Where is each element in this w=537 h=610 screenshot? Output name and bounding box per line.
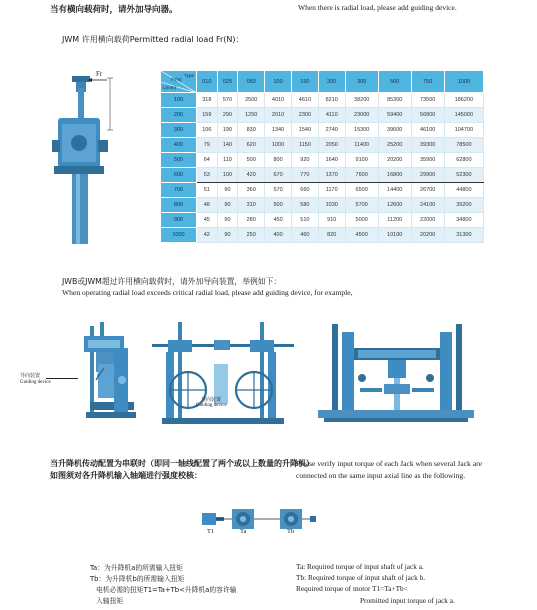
table-cell: 23000 bbox=[345, 108, 378, 123]
table-cell: 5700 bbox=[345, 198, 378, 213]
section3-cn: 当升降机传动配置为串联时（即同一轴线配置了两个或以上数量的升降机）如图须对各升降机输入轴端进行强度校核： bbox=[50, 459, 310, 480]
table-column-header: 750 bbox=[411, 71, 444, 93]
table-cell: 190 bbox=[217, 123, 238, 138]
table-cell: 450 bbox=[265, 213, 292, 228]
table-row-header: 300 bbox=[161, 123, 197, 138]
table-cell: 920 bbox=[291, 153, 318, 168]
table-cell: 1150 bbox=[291, 138, 318, 153]
guiding-cn-mid: 导向装置 bbox=[201, 397, 222, 403]
table-cell: 2740 bbox=[318, 123, 345, 138]
worm-jack-drawing bbox=[52, 58, 152, 248]
note-cn-3: 电机必需的扭矩T1=Ta+Tb<升降机a的容许输 bbox=[96, 586, 237, 594]
table-cell: 20200 bbox=[378, 153, 411, 168]
table-cell: 360 bbox=[238, 183, 265, 198]
table-cell: 24100 bbox=[411, 198, 444, 213]
table-row-header: 200 bbox=[161, 108, 197, 123]
table-cell: 34800 bbox=[444, 213, 483, 228]
table-cell: 186200 bbox=[444, 93, 483, 108]
table-cell: 90 bbox=[217, 228, 238, 243]
header-cn: 当有横向载荷时，请外加导向器。 bbox=[50, 5, 178, 15]
table-row-header: 900 bbox=[161, 213, 197, 228]
table-cell: 39600 bbox=[378, 123, 411, 138]
table-cell: 660 bbox=[291, 183, 318, 198]
table-cell: 11200 bbox=[378, 213, 411, 228]
table-cell: 7600 bbox=[345, 168, 378, 183]
table-cell: 51 bbox=[197, 183, 218, 198]
table-column-header: 150 bbox=[291, 71, 318, 93]
table-cell: 4010 bbox=[265, 93, 292, 108]
table-row-header: 1000 bbox=[161, 228, 197, 243]
table-cell: 2010 bbox=[265, 108, 292, 123]
table-cell: 100 bbox=[217, 168, 238, 183]
table-cell: 4110 bbox=[318, 108, 345, 123]
table-cell: 318 bbox=[197, 93, 218, 108]
table-cell: 29900 bbox=[411, 168, 444, 183]
table-cell: 820 bbox=[318, 228, 345, 243]
table-cell: 140 bbox=[217, 138, 238, 153]
table-column-header: 1000 bbox=[444, 71, 483, 93]
series-jacks-diagram bbox=[198, 505, 328, 541]
table-cell: 910 bbox=[318, 213, 345, 228]
table-cell: 290 bbox=[217, 108, 238, 123]
table-cell: 11400 bbox=[345, 138, 378, 153]
table-cell: 510 bbox=[291, 213, 318, 228]
table-cell: 44800 bbox=[444, 183, 483, 198]
table-row-header: 100 bbox=[161, 93, 197, 108]
guiding-en-left: Guiding device bbox=[20, 380, 51, 385]
table-cell: 400 bbox=[265, 228, 292, 243]
note-cn-4: 入轴扭矩 bbox=[96, 597, 124, 605]
table-cell: 46100 bbox=[411, 123, 444, 138]
table-row bbox=[161, 183, 484, 198]
table-cell: 145000 bbox=[444, 108, 483, 123]
table-column-header: 025 bbox=[217, 71, 238, 93]
table-cell: 79 bbox=[197, 138, 218, 153]
table-cell: 31300 bbox=[444, 228, 483, 243]
table-row bbox=[161, 168, 484, 183]
table-cell: 20200 bbox=[411, 228, 444, 243]
table-cell: 1170 bbox=[318, 183, 345, 198]
table-cell: 570 bbox=[217, 93, 238, 108]
section2-cn: JWB或JWM超过许用横向载荷时，请外加导向装置，举例如下： bbox=[62, 277, 282, 286]
table-cell: 90 bbox=[217, 183, 238, 198]
note-en-4: Promitted input torque of jack a. bbox=[360, 596, 455, 605]
gantry-guiding-drawing bbox=[318, 322, 474, 424]
table-cell: 26700 bbox=[411, 183, 444, 198]
table-cell: 2050 bbox=[318, 138, 345, 153]
table-cell: 1030 bbox=[318, 198, 345, 213]
table-cell: 48 bbox=[197, 198, 218, 213]
section3-en: Please verify input torque of each Jack when several Jack are connected on the same input axial line as the following. bbox=[296, 459, 482, 480]
table-cell: 500 bbox=[265, 198, 292, 213]
table-row bbox=[161, 228, 484, 243]
table-cell: 6500 bbox=[345, 183, 378, 198]
table-cell: 580 bbox=[291, 198, 318, 213]
table-cell: 62800 bbox=[444, 153, 483, 168]
corner-l: L(mm) bbox=[163, 85, 176, 90]
table-cell: 1640 bbox=[318, 153, 345, 168]
table-cell: 52300 bbox=[444, 168, 483, 183]
table-cell: 14400 bbox=[378, 183, 411, 198]
table-cell: 830 bbox=[238, 123, 265, 138]
table-cell: 56800 bbox=[411, 108, 444, 123]
table-cell: 110 bbox=[217, 153, 238, 168]
table-cell: 59400 bbox=[378, 108, 411, 123]
table-cell: 770 bbox=[291, 168, 318, 183]
note-cn-1: Ta：为升降机a的所需输入扭矩 bbox=[90, 564, 183, 572]
table-column-header: 010 bbox=[197, 71, 218, 93]
table-cell: 9100 bbox=[345, 153, 378, 168]
table-cell: 1540 bbox=[291, 123, 318, 138]
table-cell: 1000 bbox=[265, 138, 292, 153]
corner-fr: Fr(N) bbox=[171, 77, 182, 82]
table-cell: 4500 bbox=[345, 228, 378, 243]
guiding-en-mid: Guiding device bbox=[196, 403, 227, 408]
table-cell: 8210 bbox=[318, 93, 345, 108]
table-row-header: 700 bbox=[161, 183, 197, 198]
table-column-header: 100 bbox=[265, 71, 292, 93]
radial-load-table bbox=[160, 70, 484, 243]
table-cell: 16800 bbox=[378, 168, 411, 183]
table-cell: 4610 bbox=[291, 93, 318, 108]
table-cell: 310 bbox=[238, 198, 265, 213]
table-row bbox=[161, 198, 484, 213]
table-cell: 90 bbox=[217, 198, 238, 213]
table-cell: 64 bbox=[197, 153, 218, 168]
table-column-header: 050 bbox=[238, 71, 265, 93]
connected-jacks-guiding-drawing bbox=[148, 320, 298, 430]
table-column-header: 200 bbox=[318, 71, 345, 93]
table-cell: 42 bbox=[197, 228, 218, 243]
table-cell: 800 bbox=[265, 153, 292, 168]
table-column-header: 500 bbox=[378, 71, 411, 93]
table-row-header: 600 bbox=[161, 168, 197, 183]
table-cell: 85300 bbox=[378, 93, 411, 108]
table-column-header: 300 bbox=[345, 71, 378, 93]
table-cell: 2500 bbox=[238, 93, 265, 108]
table-row bbox=[161, 123, 484, 138]
table-cell: 25200 bbox=[378, 138, 411, 153]
table-cell: 38200 bbox=[345, 93, 378, 108]
table-cell: 1370 bbox=[318, 168, 345, 183]
table-cell: 90 bbox=[217, 213, 238, 228]
guiding-left-leader bbox=[46, 378, 78, 379]
table-cell: 280 bbox=[238, 213, 265, 228]
section1-title: JWM 许用横向载荷Permitted radial load Fr(N)： bbox=[62, 35, 244, 44]
table-row bbox=[161, 213, 484, 228]
corner-type: Type bbox=[184, 73, 194, 78]
label-t1: T1 bbox=[207, 528, 215, 535]
header-en: When there is radial load, please add guiding device. bbox=[298, 3, 457, 12]
table-cell: 420 bbox=[238, 168, 265, 183]
table-row-header: 500 bbox=[161, 153, 197, 168]
table-cell: 2300 bbox=[291, 108, 318, 123]
fr-label: Fr bbox=[96, 70, 103, 78]
table-cell: 10100 bbox=[378, 228, 411, 243]
table-row bbox=[161, 93, 484, 108]
table-cell: 15300 bbox=[345, 123, 378, 138]
table-cell: 250 bbox=[238, 228, 265, 243]
label-ta: Ta bbox=[240, 528, 247, 535]
table-row bbox=[161, 108, 484, 123]
table-cell: 53 bbox=[197, 168, 218, 183]
guiding-cn-left: 导向装置 bbox=[20, 373, 41, 379]
note-en-2: Tb: Required torque of input shaft of jack b. bbox=[296, 573, 426, 582]
table-cell: 159 bbox=[197, 108, 218, 123]
table-corner-cell bbox=[161, 71, 197, 93]
note-en-1: Ta: Required torque of input shaft of jack a. bbox=[296, 562, 424, 571]
table-cell: 106 bbox=[197, 123, 218, 138]
table-cell: 570 bbox=[265, 183, 292, 198]
table-row-header: 800 bbox=[161, 198, 197, 213]
table-cell: 78500 bbox=[444, 138, 483, 153]
single-jack-guiding-drawing bbox=[60, 318, 142, 422]
table-cell: 39200 bbox=[444, 198, 483, 213]
table-cell: 460 bbox=[291, 228, 318, 243]
table-cell: 22000 bbox=[411, 213, 444, 228]
table-cell: 39300 bbox=[411, 138, 444, 153]
table-row bbox=[161, 153, 484, 168]
section2-en: When operating radial load exceeds critical radial load, please add guiding device, for example, bbox=[62, 288, 353, 297]
table-row-header: 400 bbox=[161, 138, 197, 153]
table-cell: 670 bbox=[265, 168, 292, 183]
table-cell: 500 bbox=[238, 153, 265, 168]
note-en-3: Required torque of motor T1=Ta+Tb< bbox=[296, 584, 408, 593]
table-cell: 73500 bbox=[411, 93, 444, 108]
table-header-row bbox=[161, 71, 484, 93]
note-cn-2: Tb：为升降机b的所需输入扭矩 bbox=[90, 575, 185, 583]
table-cell: 12600 bbox=[378, 198, 411, 213]
table-cell: 1250 bbox=[238, 108, 265, 123]
table-row bbox=[161, 138, 484, 153]
table-cell: 45 bbox=[197, 213, 218, 228]
label-tb: Tb bbox=[287, 528, 295, 535]
table-cell: 5000 bbox=[345, 213, 378, 228]
table-cell: 35900 bbox=[411, 153, 444, 168]
table-cell: 1340 bbox=[265, 123, 292, 138]
table-cell: 620 bbox=[238, 138, 265, 153]
table-cell: 104700 bbox=[444, 123, 483, 138]
